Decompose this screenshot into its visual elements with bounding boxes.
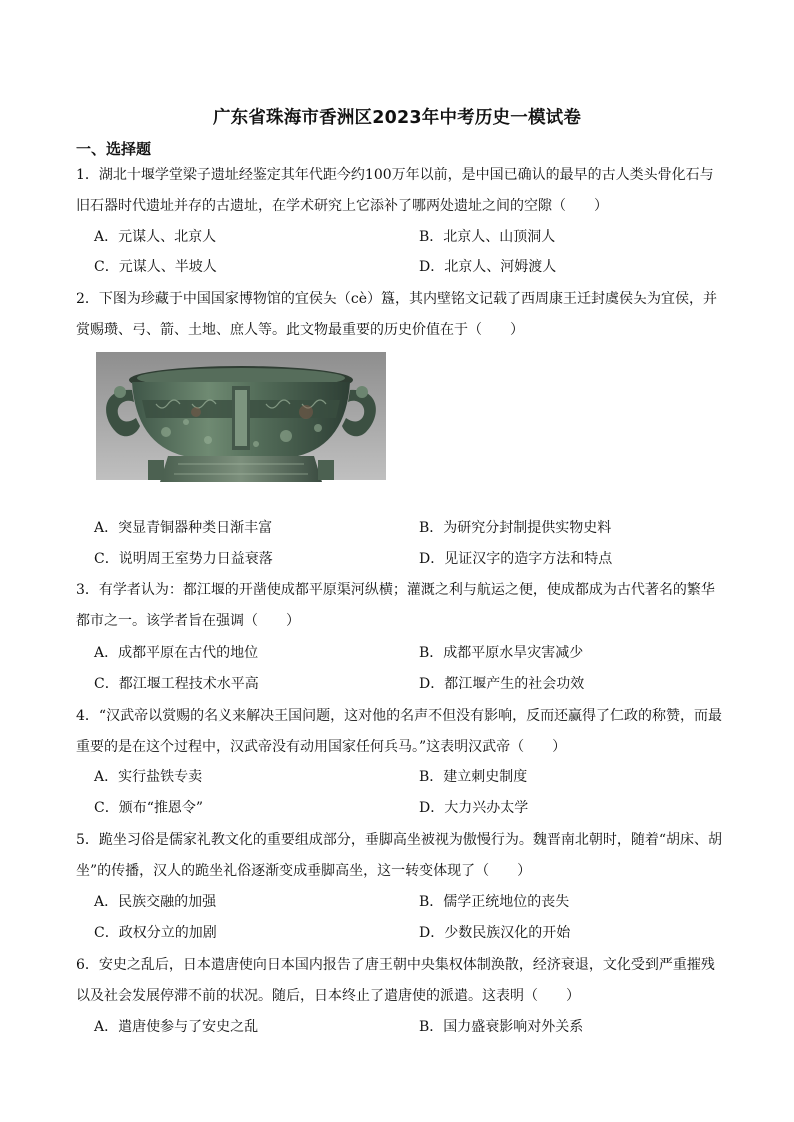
q3-option-b: B．成都平原水旱灾害减少 bbox=[419, 645, 584, 661]
q2-stem-line-2: 赏赐瓒、弓、箭、土地、庶人等。此文物最重要的历史价值在于（ ） bbox=[76, 322, 524, 338]
section-heading: 一、选择题 bbox=[76, 140, 152, 158]
q1-option-d: D．北京人、河姆渡人 bbox=[419, 259, 557, 275]
q2-option-b: B．为研究分封制提供实物史料 bbox=[419, 520, 612, 536]
q2-option-a: A．突显青铜器种类日渐丰富 bbox=[94, 520, 273, 536]
q3-stem-line-2: 都市之一。该学者旨在强调（ ） bbox=[76, 613, 300, 629]
q3-option-d: D．都江堰产生的社会功效 bbox=[419, 676, 585, 692]
q6-option-b: B．国力盛衰影响对外关系 bbox=[419, 1019, 584, 1035]
exam-title: 广东省珠海市香洲区2023年中考历史一模试卷 bbox=[212, 108, 582, 128]
q3-option-a: A．成都平原在古代的地位 bbox=[94, 645, 259, 661]
q4-option-a: A．实行盐铁专卖 bbox=[94, 769, 203, 785]
q4-option-b: B．建立刺史制度 bbox=[419, 769, 528, 785]
bronze-gui-vessel-image bbox=[96, 352, 386, 504]
q5-stem-line-2: 坐”的传播，汉人的跪坐礼俗逐渐变成垂脚高坐，这一转变体现了（ ） bbox=[76, 863, 532, 879]
q2-stem-line-1: 2．下图为珍藏于中国国家博物馆的宜侯夨（cè）簋，其内壁铭文记载了西周康王迁封虞侯夨为宜侯，并 bbox=[76, 291, 718, 307]
q5-option-a: A．民族交融的加强 bbox=[94, 894, 217, 910]
q4-stem-line-2: 重要的是在这个过程中，汉武帝没有动用国家任何兵马。”这表明汉武帝（ ） bbox=[76, 739, 567, 755]
q5-option-c: C．政权分立的加剧 bbox=[94, 925, 217, 941]
q4-option-d: D．大力兴办太学 bbox=[419, 800, 529, 816]
q5-stem-line-1: 5．跪坐习俗是儒家礼教文化的重要组成部分，垂脚高坐被视为傲慢行为。魏晋南北朝时，随着“胡床、胡 bbox=[76, 832, 723, 848]
q6-stem-line-2: 以及社会发展停滞不前的状况。随后，日本终止了遣唐使的派遣。这表明（ ） bbox=[76, 988, 580, 1004]
q3-option-c: C．都江堰工程技术水平高 bbox=[94, 676, 259, 692]
q5-option-b: B．儒学正统地位的丧失 bbox=[419, 894, 570, 910]
q1-option-b: B．北京人、山顶洞人 bbox=[419, 229, 556, 245]
q4-option-c: C．颁布“推恩令” bbox=[94, 800, 204, 816]
q1-stem-line-2: 旧石器时代遗址并存的古遗址，在学术研究上它添补了哪两处遗址之间的空隙（ ） bbox=[76, 198, 608, 214]
q3-stem-line-1: 3．有学者认为：都江堰的开凿使成都平原渠河纵横；灌溉之利与航运之便，使成都成为古代著名的繁华 bbox=[76, 582, 715, 598]
q2-option-c: C．说明周王室势力日益衰落 bbox=[94, 551, 273, 567]
q1-option-a: A．元谋人、北京人 bbox=[94, 229, 217, 245]
q6-option-a: A．遣唐使参与了安史之乱 bbox=[94, 1019, 259, 1035]
q5-option-d: D．少数民族汉化的开始 bbox=[419, 925, 571, 941]
q1-option-c: C．元谋人、半坡人 bbox=[94, 259, 217, 275]
q1-stem-line-1: 1．湖北十堰学堂梁子遗址经鉴定其年代距今约100万年以前，是中国已确认的最早的古人类头骨化石与 bbox=[76, 167, 714, 183]
q6-stem-line-1: 6．安史之乱后，日本遣唐使向日本国内报告了唐王朝中央集权体制涣散，经济衰退，文化受到严重摧残 bbox=[76, 957, 715, 973]
q2-option-d: D．见证汉字的造字方法和特点 bbox=[419, 551, 613, 567]
q4-stem-line-1: 4．“汉武帝以赏赐的名义来解决王国问题，这对他的名声不但没有影响，反而还赢得了仁政的称赞，而最 bbox=[76, 708, 723, 724]
